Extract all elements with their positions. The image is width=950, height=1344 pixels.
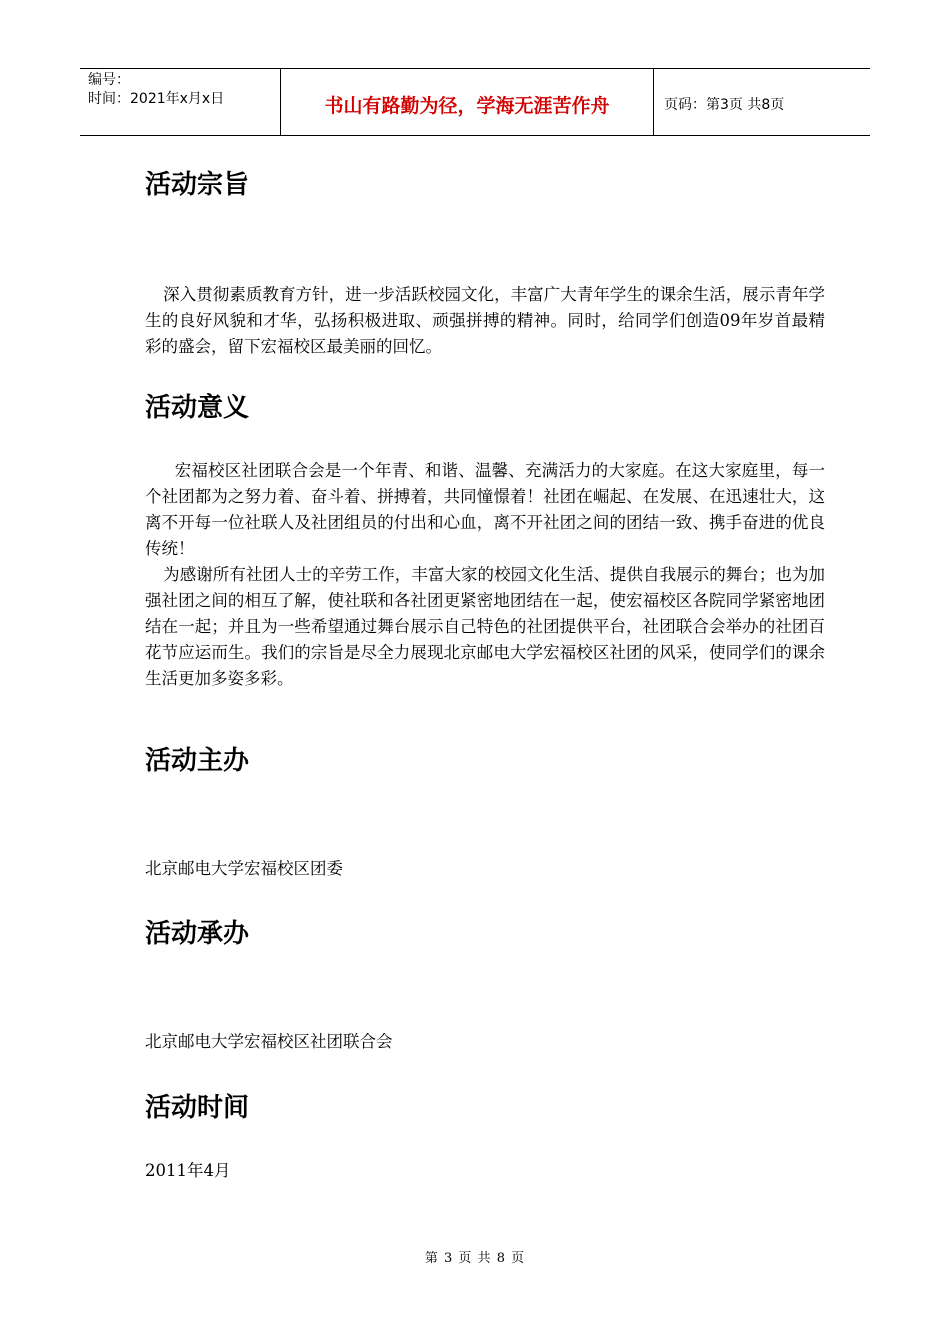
section-body-organizer: 北京邮电大学宏福校区团委 [145, 859, 343, 878]
header-page-info: 页码：第3页 共8页 [664, 97, 785, 113]
section-body-purpose [145, 282, 825, 360]
header-meta-cell [80, 69, 281, 135]
section-heading-host: 活动承办 [145, 919, 250, 949]
section-body-significance [145, 458, 825, 692]
section-heading-significance: 活动意义 [145, 393, 250, 423]
time-label: 时间：2021年x月x日 [88, 91, 225, 107]
section-body-host: 北京邮电大学宏福校区社团联合会 [145, 1032, 393, 1051]
document-header [80, 68, 870, 136]
serial-label: 编号： [88, 72, 130, 88]
section-body-time: 2011年4月 [145, 1161, 231, 1180]
paragraph: 为感谢所有社团人士的辛劳工作，丰富大家的校园文化生活、提供自我展示的舞台；也为加强社团之间的相互了解，使社联和各社团更紧密地团结在一起，使宏福校区各院同学紧密地团结在一起；并且为一些希望通过舞台展示自己特色的社团提供平台，社团联合会举办的社团百花节应运而生。我们的宗旨是尽全力展现北京邮电大学宏福校区社团的风采，使同学们的课余生活更加多姿多彩。 [145, 565, 825, 688]
section-heading-purpose: 活动宗旨 [145, 170, 250, 200]
paragraph: 宏福校区社团联合会是一个年青、和谐、温馨、充满活力的大家庭。在这大家庭里，每一个社团都为之努力着、奋斗着、拼搏着，共同憧憬着！社团在崛起、在发展、在迅速壮大，这离不开每一位社联人及社团组员的付出和心血，离不开社团之间的团结一致、携手奋进的优良传统！ [145, 461, 825, 558]
page-footer: 第 3 页 共 8 页 [424, 1251, 526, 1266]
header-motto: 书山有路勤为径，学海无涯苦作舟 [281, 69, 654, 135]
section-heading-organizer: 活动主办 [145, 746, 250, 776]
section-heading-time: 活动时间 [145, 1093, 250, 1123]
paragraph: 深入贯彻素质教育方针，进一步活跃校园文化，丰富广大青年学生的课余生活，展示青年学生的良好风貌和才华，弘扬积极进取、顽强拼搏的精神。同时，给同学们创造09年岁首最精彩的盛会，留下宏福校区最美丽的回忆。 [145, 285, 825, 356]
